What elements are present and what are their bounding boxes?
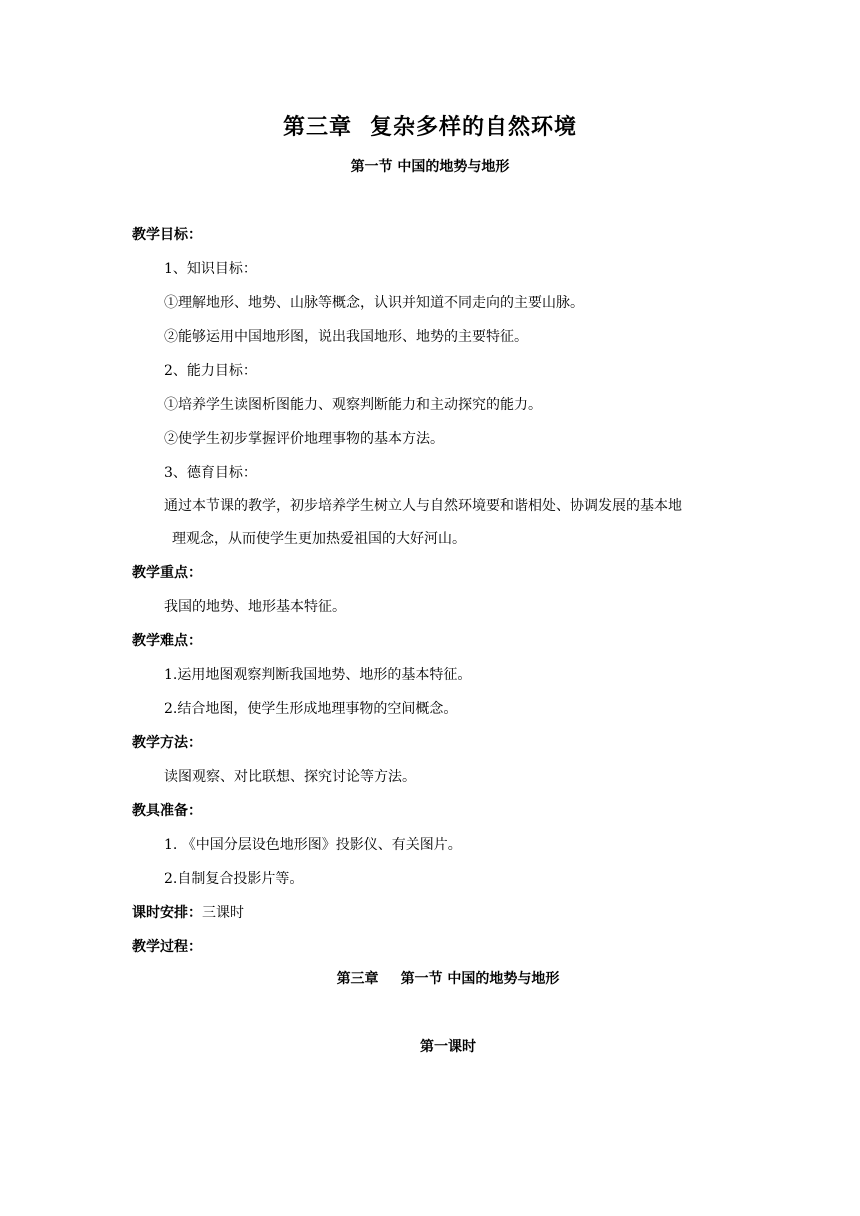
chapter-title xyxy=(0,114,860,142)
difficulty-item-2: 2.结合地图，使学生形成地理事物的空间概念。 xyxy=(164,701,458,717)
ability-objective-heading: 2、能力目标： xyxy=(164,363,257,379)
ability-objective-2: ②使学生初步掌握评价地理事物的基本方法。 xyxy=(164,431,444,447)
materials-heading: 教具准备： xyxy=(132,803,202,819)
ability-objective-1: ①培养学生读图析图能力、观察判断能力和主动探究的能力。 xyxy=(164,397,542,413)
process-chapter-section-heading xyxy=(0,970,860,988)
process-heading: 教学过程： xyxy=(132,939,202,955)
moral-objective-line-2: 理观念，从而使学生更加热爱祖国的大好河山。 xyxy=(172,531,466,547)
knowledge-objective-1: ①理解地形、地势、山脉等概念，认识并知道不同走向的主要山脉。 xyxy=(164,295,584,311)
difficulty-item-1: 1.运用地图观察判断我国地势、地形的基本特征。 xyxy=(164,667,472,683)
moral-objective-line-1: 通过本节课的教学，初步培养学生树立人与自然环境要和谐相处、协调发展的基本地 xyxy=(164,498,682,514)
moral-objective-heading: 3、德育目标： xyxy=(164,465,257,481)
objectives-heading: 教学目标： xyxy=(132,227,202,243)
chapter-number: 第三章 xyxy=(282,115,352,140)
process-section: 第一节 中国的地势与地形 xyxy=(400,971,560,987)
process-chapter: 第三章 xyxy=(336,971,379,987)
schedule-line xyxy=(132,904,244,922)
key-points-heading: 教学重点： xyxy=(132,565,202,581)
materials-item-1: 1. 《中国分层设色地形图》投影仪、有关图片。 xyxy=(164,837,462,853)
section-title: 第一节 中国的地势与地形 xyxy=(350,159,510,175)
materials-item-2: 2.自制复合投影片等。 xyxy=(164,871,304,887)
schedule-value: 三课时 xyxy=(202,905,244,921)
knowledge-objective-2: ②能够运用中国地形图，说出我国地形、地势的主要特征。 xyxy=(164,329,528,345)
chapter-name: 复杂多样的自然环境 xyxy=(370,115,578,140)
methods-item: 读图观察、对比联想、探究讨论等方法。 xyxy=(164,769,416,785)
schedule-heading: 课时安排： xyxy=(132,905,202,921)
lesson-heading: 第一课时 xyxy=(420,1039,476,1055)
knowledge-objective-heading: 1、知识目标： xyxy=(164,261,257,277)
difficulties-heading: 教学难点： xyxy=(132,633,202,649)
key-point-item: 我国的地势、地形基本特征。 xyxy=(164,599,346,615)
methods-heading: 教学方法： xyxy=(132,735,202,751)
